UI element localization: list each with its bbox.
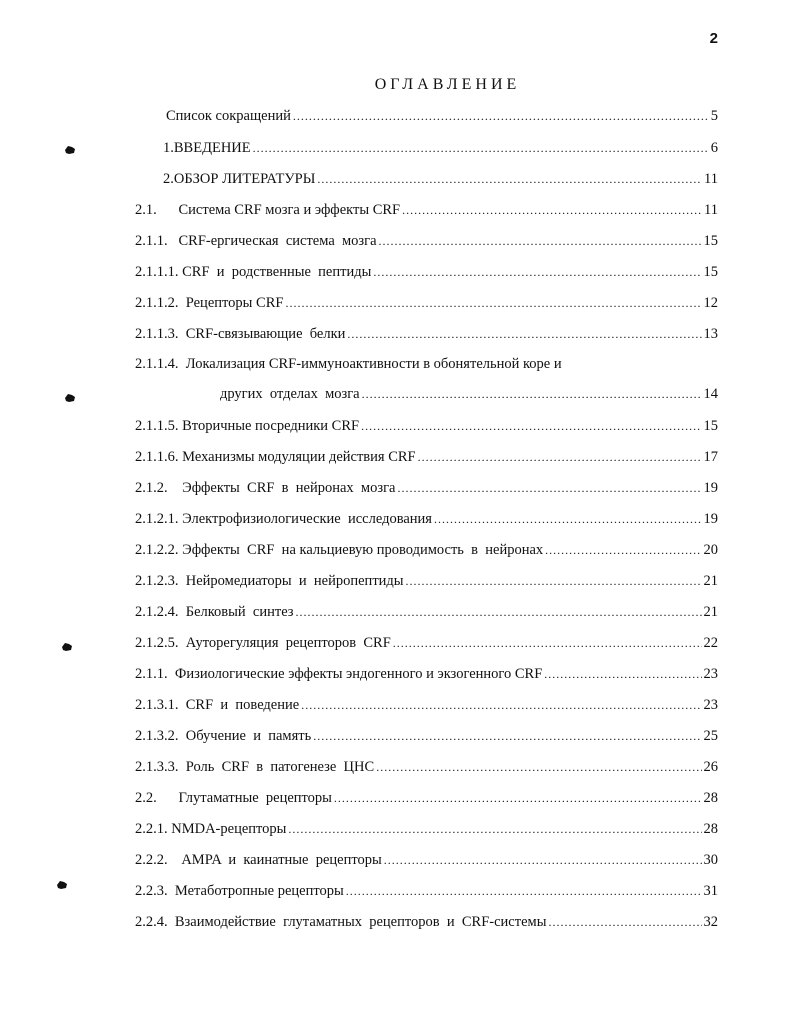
toc-leader-dots xyxy=(548,914,701,931)
toc-entry-page: 6 xyxy=(710,140,718,156)
toc-entry-page: 28 xyxy=(703,821,718,837)
toc-entry-page: 22 xyxy=(703,635,718,651)
toc-entry xyxy=(220,386,718,403)
toc-entry-label: 2.ОБЗОР ЛИТЕРАТУРЫ xyxy=(163,171,316,187)
toc-leader-dots xyxy=(434,511,702,528)
page-number: 2 xyxy=(709,30,718,47)
toc-leader-dots xyxy=(346,883,702,900)
toc-entry-label: 2.1.1.5. Вторичные посредники CRF xyxy=(135,418,360,434)
page-title: ОГЛАВЛЕНИЕ xyxy=(374,76,521,93)
toc-entry-label: 2.1.3.2. Обучение и память xyxy=(135,728,312,744)
toc-entry xyxy=(135,759,718,776)
toc-entry xyxy=(135,542,718,559)
toc-entry xyxy=(135,202,718,219)
punch-hole-mark xyxy=(55,880,69,890)
toc-entry-label: 2.1.2.5. Ауторегуляция рецепторов CRF xyxy=(135,635,391,651)
toc-entry-page: 11 xyxy=(704,202,718,218)
toc-entry-label: 2.2. Глутаматные рецепторы xyxy=(135,790,332,806)
toc-entry-page: 15 xyxy=(703,233,718,249)
toc-entry-page: 12 xyxy=(703,295,718,311)
toc-leader-dots xyxy=(296,604,702,621)
toc-entry-label: 2.1.1.4. Локализация CRF-иммуноактивности в обонятельной коре и xyxy=(135,356,562,372)
toc-entry xyxy=(135,604,718,621)
toc-entry-page: 30 xyxy=(703,852,718,868)
toc-entry-page: 19 xyxy=(703,480,718,496)
toc-entry-page: 32 xyxy=(703,914,718,930)
toc-leader-dots xyxy=(361,418,701,435)
toc-entry xyxy=(166,108,718,125)
toc-entry-label: 2.1.1.3. CRF-связывающие белки xyxy=(135,326,346,342)
toc-entry xyxy=(135,790,718,807)
toc-entry xyxy=(163,171,718,188)
toc-entry-page: 31 xyxy=(703,883,718,899)
toc-entry-page: 20 xyxy=(703,542,718,558)
toc-entry xyxy=(135,264,718,281)
toc-entry xyxy=(135,821,718,838)
toc-entry-page: 19 xyxy=(703,511,718,527)
toc-leader-dots xyxy=(288,821,701,838)
toc-entry-page: 23 xyxy=(703,697,718,713)
toc-entry-label: 2.1.1. Физиологические эффекты эндогенного и экзогенного CRF xyxy=(135,666,543,682)
toc-entry-label: 2.1.1.2. Рецепторы CRF xyxy=(135,295,284,311)
toc-entry xyxy=(135,233,718,250)
toc-entry xyxy=(135,728,718,745)
toc-entry-label: других отделах мозга xyxy=(220,386,360,402)
toc-leader-dots xyxy=(379,233,702,250)
toc-leader-dots xyxy=(544,666,701,683)
toc-entry xyxy=(135,697,718,714)
toc-entry xyxy=(135,418,718,435)
toc-entry-page: 21 xyxy=(703,573,718,589)
toc-entry-label: 2.1.3.1. CRF и поведение xyxy=(135,697,300,713)
toc-leader-dots xyxy=(313,728,701,745)
toc-leader-dots xyxy=(253,140,709,157)
toc-entry xyxy=(135,449,718,466)
toc-entry xyxy=(135,635,718,652)
toc-leader-dots xyxy=(301,697,701,714)
toc-entry-label: 1.ВВЕДЕНИЕ xyxy=(163,140,251,156)
toc-entry-page: 23 xyxy=(703,666,718,682)
toc-entry-page: 17 xyxy=(703,449,718,465)
toc-entry-page: 15 xyxy=(703,418,718,434)
toc-entry-label: 2.2.2. AMPA и каинатные рецепторы xyxy=(135,852,382,868)
toc-entry-label: 2.2.4. Взаимодействие глутаматных рецепторов и CRF-системы xyxy=(135,914,547,930)
toc-entry xyxy=(135,480,718,497)
toc-entry-label: 2.1.2. Эффекты CRF в нейронах мозга xyxy=(135,480,396,496)
toc-entry-label: 2.2.3. Метаботропные рецепторы xyxy=(135,883,344,899)
toc-entry xyxy=(135,852,718,869)
toc-entry-label: 2.1.2.3. Нейромедиаторы и нейропептиды xyxy=(135,573,404,589)
toc-leader-dots xyxy=(406,573,702,590)
toc-leader-dots xyxy=(418,449,702,466)
toc-leader-dots xyxy=(402,202,702,219)
toc-entry-page: 25 xyxy=(703,728,718,744)
toc-entry-label: Список сокращений xyxy=(166,108,291,124)
punch-hole-mark xyxy=(63,393,77,403)
toc-entry xyxy=(135,573,718,590)
toc-entry-label: 2.1. Система CRF мозга и эффекты CRF xyxy=(135,202,401,218)
toc-entry-label: 2.2.1. NMDA-рецепторы xyxy=(135,821,287,837)
toc-leader-dots xyxy=(317,171,702,188)
toc-entry-page: 15 xyxy=(703,264,718,280)
toc-leader-dots xyxy=(376,759,701,776)
toc-entry xyxy=(135,914,718,931)
punch-hole-mark xyxy=(60,642,74,652)
toc-entry-label: 2.1.3.3. Роль CRF в патогенезе ЦНС xyxy=(135,759,375,775)
toc-entry-label: 2.1.1.1. CRF и родственные пептиды xyxy=(135,264,372,280)
toc-leader-dots xyxy=(384,852,702,869)
toc-leader-dots xyxy=(393,635,702,652)
toc-entry-label: 2.1.1.6. Механизмы модуляции действия CRF xyxy=(135,449,416,465)
toc-entry-label: 2.1.2.4. Белковый синтез xyxy=(135,604,294,620)
toc-leader-dots xyxy=(347,326,701,343)
toc-entry-label: 2.1.2.2. Эффекты CRF на кальциевую проводимость в нейронах xyxy=(135,542,544,558)
toc-entry-page: 28 xyxy=(703,790,718,806)
toc-leader-dots xyxy=(334,790,702,807)
toc-leader-dots xyxy=(373,264,701,281)
toc-entry xyxy=(135,666,718,683)
toc-entry-page: 13 xyxy=(703,326,718,342)
toc-entry xyxy=(135,326,718,343)
toc-leader-dots xyxy=(545,542,701,559)
toc-entry-page: 14 xyxy=(703,386,718,402)
toc-entry-page: 21 xyxy=(703,604,718,620)
toc-entry-label: 2.1.1. CRF-ергическая система мозга xyxy=(135,233,377,249)
toc-leader-dots xyxy=(397,480,701,497)
toc-entry-label: 2.1.2.1. Электрофизиологические исследования xyxy=(135,511,432,527)
toc-entry-page: 26 xyxy=(703,759,718,775)
toc-entry xyxy=(163,140,718,157)
toc-entry xyxy=(135,511,718,528)
toc-leader-dots xyxy=(293,108,709,125)
punch-hole-mark xyxy=(63,145,77,155)
toc-entry-page: 5 xyxy=(710,108,718,124)
toc-entry-page: 11 xyxy=(704,171,718,187)
toc-entry xyxy=(135,295,718,312)
toc-leader-dots xyxy=(285,295,701,312)
toc-leader-dots xyxy=(362,386,702,403)
toc-entry xyxy=(135,883,718,900)
